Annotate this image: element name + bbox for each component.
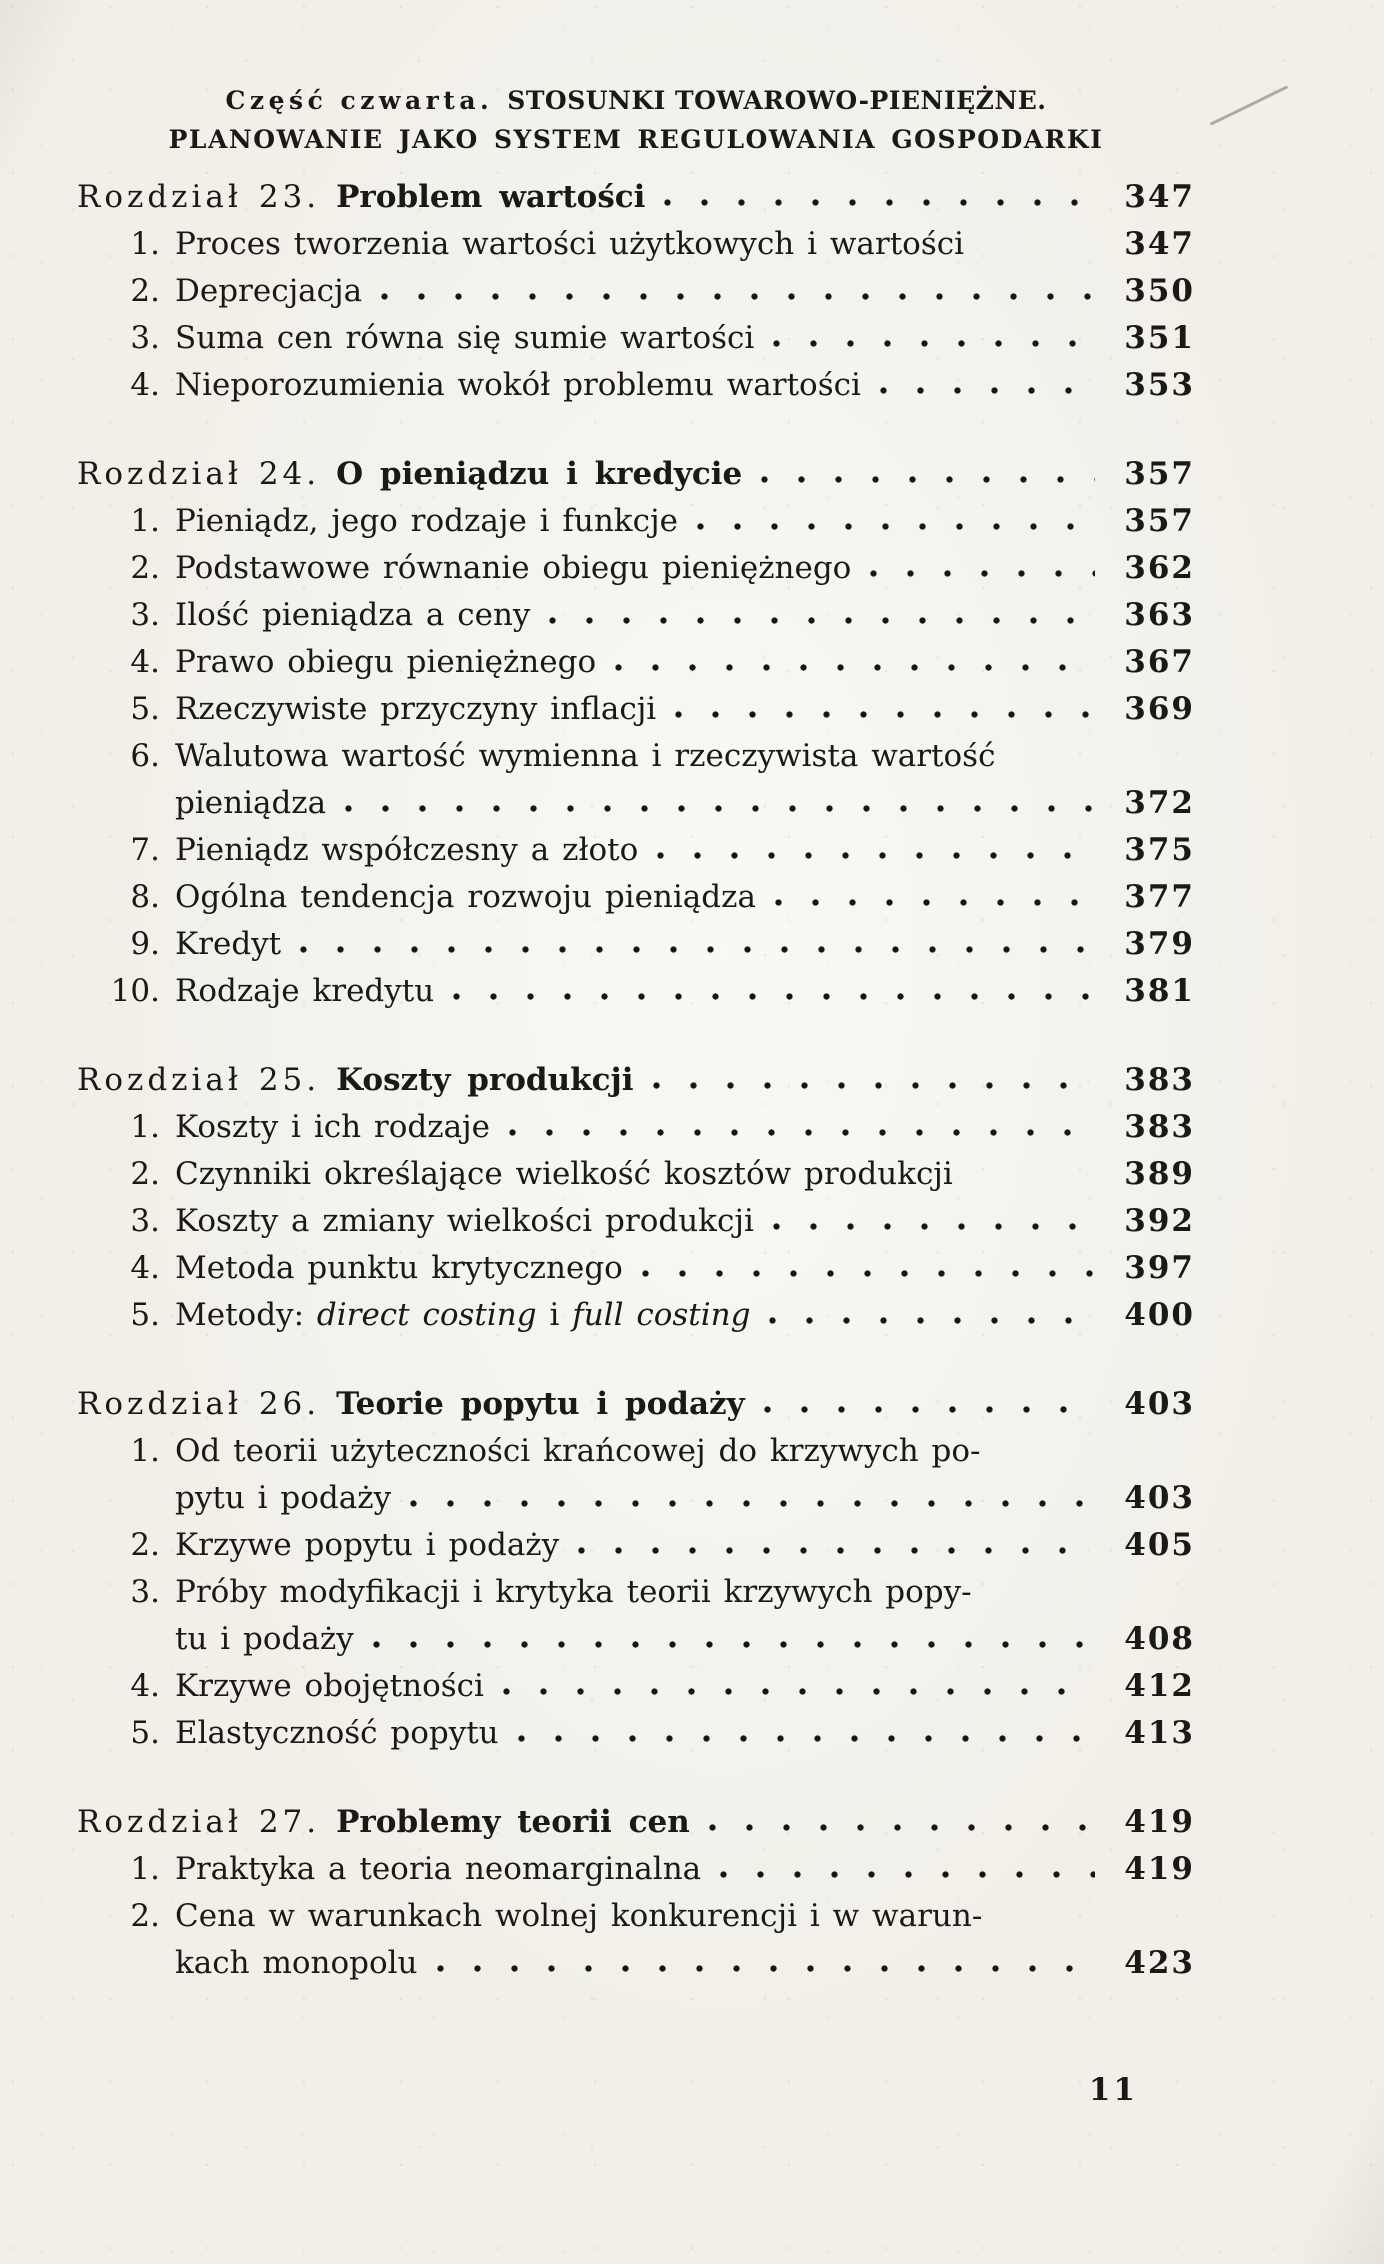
dot-leader bbox=[774, 898, 1095, 907]
entry-text-part: Elastyczność popytu bbox=[175, 1715, 499, 1751]
entry-page-number: 353 bbox=[1124, 367, 1195, 403]
entry-number: 2. bbox=[130, 273, 160, 309]
toc-chapter-heading bbox=[77, 1381, 1195, 1428]
toc-entry-row bbox=[77, 1710, 1195, 1757]
dot-leader bbox=[436, 1964, 1095, 1973]
dot-leader bbox=[372, 1640, 1095, 1649]
part-title: STOSUNKI TOWAROWO-PIENIĘŻNE. bbox=[507, 86, 1047, 115]
entry-text-part: Koszty i ich rodzaje bbox=[175, 1109, 491, 1145]
dot-leader bbox=[548, 616, 1095, 625]
dot-leader bbox=[971, 1175, 1095, 1184]
chapter-page-number: 383 bbox=[1124, 1062, 1195, 1098]
entry-number: 1. bbox=[130, 1433, 160, 1469]
section-subtitle: PLANOWANIE JAKO SYSTEM REGULOWANIA GOSPODARKI bbox=[168, 125, 1104, 154]
dot-leader bbox=[517, 1734, 1095, 1743]
entry-page-number: 363 bbox=[1124, 597, 1195, 633]
entry-number: 4. bbox=[130, 644, 160, 680]
entry-number: 4. bbox=[130, 367, 160, 403]
chapter-label: Rozdział 26. bbox=[77, 1386, 321, 1422]
entry-page-number: 403 bbox=[1124, 1480, 1195, 1516]
entry-page-number: 412 bbox=[1124, 1668, 1195, 1704]
entry-text bbox=[175, 1198, 754, 1245]
entry-number: 1. bbox=[130, 1851, 160, 1887]
entry-page-number: 350 bbox=[1124, 273, 1195, 309]
entry-text bbox=[175, 1710, 499, 1757]
toc-entry-row bbox=[77, 1151, 1195, 1198]
dot-leader bbox=[641, 1269, 1095, 1278]
entry-page-number: 381 bbox=[1124, 973, 1195, 1009]
toc bbox=[77, 174, 1195, 1987]
entry-number: 5. bbox=[130, 691, 160, 727]
toc-entry-row bbox=[77, 1569, 1195, 1616]
entry-number: 6. bbox=[130, 738, 160, 774]
chapter-title: Koszty produkcji bbox=[336, 1062, 634, 1098]
entry-text bbox=[175, 545, 851, 592]
toc-entry-row bbox=[77, 686, 1195, 733]
dot-leader bbox=[663, 198, 1095, 207]
entry-number: 5. bbox=[130, 1297, 160, 1333]
entry-text bbox=[175, 874, 756, 921]
entry-page-number: 379 bbox=[1124, 926, 1195, 962]
entry-text: kach monopolu bbox=[175, 1945, 418, 1981]
entry-text bbox=[175, 362, 861, 409]
toc-chapter bbox=[77, 451, 1195, 1015]
entry-number: 2. bbox=[130, 1156, 160, 1192]
entry-text-part: Rzeczywiste przyczyny inflacji bbox=[175, 691, 657, 727]
chapter-page-number: 403 bbox=[1124, 1386, 1195, 1422]
dot-leader bbox=[772, 1222, 1095, 1231]
dot-leader bbox=[763, 1405, 1095, 1414]
toc-chapter bbox=[77, 1799, 1195, 1987]
toc-entry-row bbox=[77, 968, 1195, 1015]
entry-page-number: 405 bbox=[1124, 1527, 1195, 1563]
entry-text bbox=[175, 1569, 972, 1616]
entry-number: 2. bbox=[130, 1527, 160, 1563]
dot-leader bbox=[772, 339, 1095, 348]
entry-page-number: 408 bbox=[1124, 1621, 1195, 1657]
entry-text bbox=[175, 498, 678, 545]
page-header bbox=[77, 86, 1195, 154]
toc-entry-row bbox=[77, 592, 1195, 639]
entry-text bbox=[175, 1428, 981, 1475]
toc-chapter-heading bbox=[77, 1799, 1195, 1846]
toc-chapter bbox=[77, 174, 1195, 409]
entry-number: 10. bbox=[110, 973, 160, 1009]
entry-text-part: Deprecjacja bbox=[175, 273, 363, 309]
entry-text-part: Metoda punktu krytycznego bbox=[175, 1250, 623, 1286]
toc-entry-row bbox=[77, 315, 1195, 362]
entry-text-part: Rodzaje kredytu bbox=[175, 973, 435, 1009]
dot-leader bbox=[577, 1546, 1095, 1555]
entry-page-number: 400 bbox=[1124, 1297, 1195, 1333]
scan-artifact bbox=[1210, 85, 1289, 125]
toc-entry-row bbox=[77, 1522, 1195, 1569]
toc-entry-row bbox=[77, 1428, 1195, 1475]
entry-text-part: Praktyka a teoria neomarginalna bbox=[175, 1851, 702, 1887]
entry-page-number: 377 bbox=[1124, 879, 1195, 915]
toc-entry-row bbox=[77, 874, 1195, 921]
chapter-title: Teorie popytu i podaży bbox=[336, 1386, 745, 1422]
dot-leader bbox=[409, 1499, 1095, 1508]
toc-chapter-heading bbox=[77, 1057, 1195, 1104]
entry-text bbox=[175, 733, 995, 780]
chapter-label: Rozdział 27. bbox=[77, 1804, 321, 1840]
entry-text-part: Ilość pieniądza a ceny bbox=[175, 597, 531, 633]
entry-number: 1. bbox=[130, 1109, 160, 1145]
footer-page-number: 11 bbox=[1088, 2072, 1138, 2108]
entry-text bbox=[175, 686, 656, 733]
entry-text bbox=[175, 1245, 623, 1292]
entry-number: 5. bbox=[130, 1715, 160, 1751]
entry-text-part: Nieporozumienia wokół problemu wartości bbox=[175, 367, 861, 403]
chapter-label: Rozdział 25. bbox=[77, 1062, 321, 1098]
entry-text-part: Czynniki określające wielkość kosztów produkcji bbox=[175, 1156, 953, 1192]
entry-number: 3. bbox=[130, 597, 160, 633]
entry-page-number: 375 bbox=[1124, 832, 1195, 868]
toc-entry-row bbox=[77, 827, 1195, 874]
entry-text-part: Pieniądz współczesny a złoto bbox=[175, 832, 639, 868]
entry-page-number: 369 bbox=[1124, 691, 1195, 727]
entry-text-part: Próby modyfikacji i krytyka teorii krzywych popy- bbox=[175, 1574, 972, 1610]
entry-text-part: Walutowa wartość wymienna i rzeczywista wartość bbox=[175, 738, 996, 774]
toc-entry-row bbox=[77, 1104, 1195, 1151]
entry-text: pieniądza bbox=[175, 785, 327, 821]
entry-page-number: 423 bbox=[1124, 1945, 1195, 1981]
dot-leader bbox=[299, 945, 1095, 954]
entry-text: pytu i podaży bbox=[175, 1480, 392, 1516]
dot-leader bbox=[452, 992, 1095, 1001]
dot-leader bbox=[982, 245, 1095, 254]
entry-number: 8. bbox=[130, 879, 160, 915]
entry-page-number: 419 bbox=[1124, 1851, 1195, 1887]
toc-chapter-heading bbox=[77, 174, 1195, 221]
entry-text bbox=[175, 968, 434, 1015]
entry-number: 2. bbox=[130, 1898, 160, 1934]
chapter-label: Rozdział 23. bbox=[77, 179, 321, 215]
dot-leader bbox=[614, 663, 1095, 672]
dot-leader bbox=[696, 522, 1095, 531]
toc-entry-row bbox=[77, 921, 1195, 968]
entry-text-part: Cena w warunkach wolnej konkurencji i w warun- bbox=[175, 1898, 983, 1934]
part-heading bbox=[77, 86, 1195, 115]
entry-text-part: Podstawowe równanie obiegu pieniężnego bbox=[175, 550, 852, 586]
entry-page-number: 351 bbox=[1124, 320, 1195, 356]
chapter-page-number: 357 bbox=[1124, 456, 1195, 492]
entry-text bbox=[175, 268, 362, 315]
chapter-page-number: 419 bbox=[1124, 1804, 1195, 1840]
entry-page-number: 357 bbox=[1124, 503, 1195, 539]
toc-entry-row bbox=[77, 1663, 1195, 1710]
toc-entry-row bbox=[77, 1198, 1195, 1245]
toc-entry-continuation bbox=[77, 1475, 1195, 1522]
entry-text bbox=[175, 1893, 982, 1940]
entry-text-part: Kredyt bbox=[175, 926, 282, 962]
toc-entry-row bbox=[77, 733, 1195, 780]
entry-text-part: Prawo obiegu pieniężnego bbox=[175, 644, 597, 680]
dot-leader bbox=[674, 710, 1095, 719]
toc-entry-row bbox=[77, 639, 1195, 686]
part-label: Część czwarta. bbox=[225, 86, 494, 115]
chapter-title: O pieniądzu i kredycie bbox=[336, 456, 743, 492]
dot-leader bbox=[869, 569, 1095, 578]
entry-page-number: 362 bbox=[1124, 550, 1195, 586]
entry-text bbox=[175, 1663, 484, 1710]
entry-text-italic: direct costing bbox=[316, 1297, 537, 1333]
dot-leader bbox=[502, 1687, 1095, 1696]
entry-text-part: i bbox=[536, 1297, 573, 1333]
entry-text bbox=[175, 1151, 953, 1198]
entry-text bbox=[175, 921, 281, 968]
dot-leader bbox=[656, 851, 1095, 860]
entry-number: 7. bbox=[130, 832, 160, 868]
entry-text bbox=[175, 221, 964, 268]
entry-text bbox=[175, 592, 530, 639]
toc-chapter-heading bbox=[77, 451, 1195, 498]
entry-text-part: Od teorii użyteczności krańcowej do krzywych po- bbox=[175, 1433, 981, 1469]
entry-text bbox=[175, 1104, 490, 1151]
entry-text-part: Proces tworzenia wartości użytkowych i wartości bbox=[175, 226, 965, 262]
entry-page-number: 383 bbox=[1124, 1109, 1195, 1145]
entry-text bbox=[175, 315, 754, 362]
entry-page-number: 413 bbox=[1124, 1715, 1195, 1751]
entry-text-part: Koszty a zmiany wielkości produkcji bbox=[175, 1203, 754, 1239]
toc-chapter bbox=[77, 1381, 1195, 1757]
toc-entry-row bbox=[77, 1245, 1195, 1292]
toc-entry-row bbox=[77, 545, 1195, 592]
toc-entry-row bbox=[77, 1893, 1195, 1940]
entry-number: 3. bbox=[130, 320, 160, 356]
entry-text bbox=[175, 1292, 750, 1339]
entry-page-number: 389 bbox=[1124, 1156, 1195, 1192]
entry-text bbox=[175, 639, 596, 686]
chapter-title: Problemy teorii cen bbox=[336, 1804, 690, 1840]
dot-leader bbox=[344, 804, 1095, 813]
toc-entry-row bbox=[77, 1846, 1195, 1893]
dot-leader bbox=[719, 1870, 1095, 1879]
entry-page-number: 397 bbox=[1124, 1250, 1195, 1286]
entry-text: tu i podaży bbox=[175, 1621, 354, 1657]
entry-number: 1. bbox=[130, 226, 160, 262]
entry-page-number: 392 bbox=[1124, 1203, 1195, 1239]
chapter-label: Rozdział 24. bbox=[77, 456, 321, 492]
entry-text bbox=[175, 1522, 559, 1569]
toc-entry-continuation bbox=[77, 1616, 1195, 1663]
dot-leader bbox=[508, 1128, 1095, 1137]
entry-page-number: 372 bbox=[1124, 785, 1195, 821]
dot-leader bbox=[879, 386, 1095, 395]
dot-leader bbox=[768, 1316, 1095, 1325]
toc-entry-row bbox=[77, 1292, 1195, 1339]
toc-entry-continuation bbox=[77, 780, 1195, 827]
entry-number: 4. bbox=[130, 1250, 160, 1286]
entry-number: 3. bbox=[130, 1203, 160, 1239]
entry-text-part: Ogólna tendencja rozwoju pieniądza bbox=[175, 879, 756, 915]
toc-chapter bbox=[77, 1057, 1195, 1339]
entry-text-part: Suma cen równa się sumie wartości bbox=[175, 320, 755, 356]
toc-entry-row bbox=[77, 268, 1195, 315]
entry-page-number: 347 bbox=[1124, 226, 1195, 262]
entry-number: 1. bbox=[130, 503, 160, 539]
entry-text-italic: full costing bbox=[572, 1297, 751, 1333]
entry-number: 2. bbox=[130, 550, 160, 586]
entry-number: 3. bbox=[130, 1574, 160, 1610]
entry-number: 9. bbox=[130, 926, 160, 962]
entry-text-part: Pieniądz, jego rodzaje i funkcje bbox=[175, 503, 678, 539]
chapter-title: Problem wartości bbox=[336, 179, 646, 215]
dot-leader bbox=[760, 475, 1095, 484]
toc-entry-continuation bbox=[77, 1940, 1195, 1987]
dot-leader bbox=[708, 1823, 1095, 1832]
entry-text bbox=[175, 1846, 701, 1893]
toc-entry-row bbox=[77, 498, 1195, 545]
toc-entry-row bbox=[77, 221, 1195, 268]
entry-number: 4. bbox=[130, 1668, 160, 1704]
chapter-page-number: 347 bbox=[1124, 179, 1195, 215]
entry-text-part: Krzywe popytu i podaży bbox=[175, 1527, 560, 1563]
toc-entry-row bbox=[77, 362, 1195, 409]
dot-leader bbox=[380, 292, 1095, 301]
entry-page-number: 367 bbox=[1124, 644, 1195, 680]
entry-text-part: Krzywe obojętności bbox=[175, 1668, 484, 1704]
dot-leader bbox=[652, 1081, 1096, 1090]
entry-text-part: Metody: bbox=[175, 1297, 317, 1333]
entry-text bbox=[175, 827, 638, 874]
